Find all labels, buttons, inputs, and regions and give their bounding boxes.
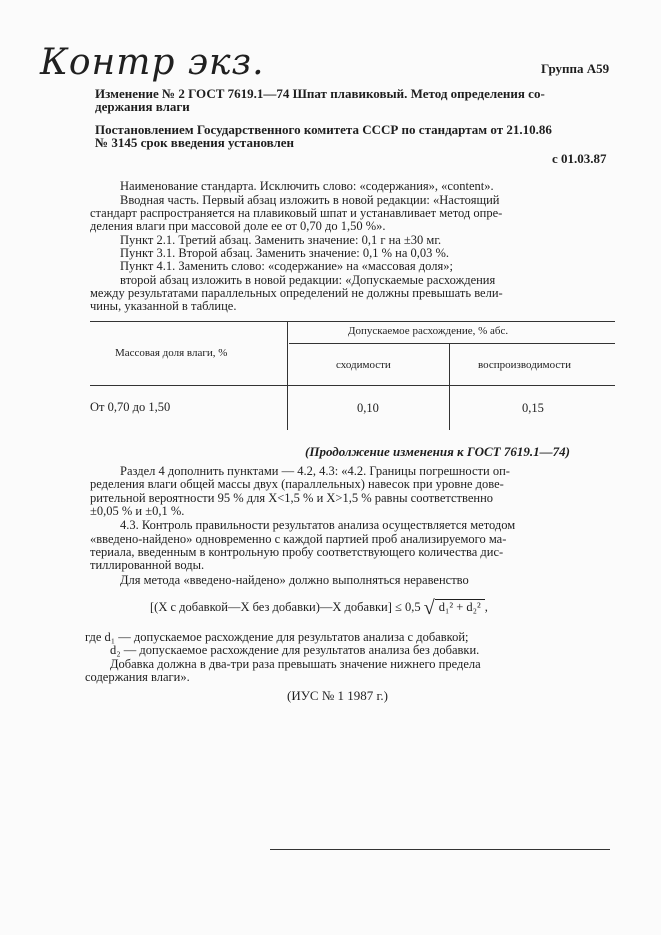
handwritten-note: Контр экз.: [40, 42, 265, 83]
section4-line2: ределения влаги общей массы двух (параллельных) навесок при уровне дове-: [90, 477, 504, 491]
decree-line1: Постановлением Государственного комитета СССР по стандартам от 21.10.86: [95, 122, 552, 137]
formula-radical-sign: √: [423, 597, 435, 619]
table-group-rule: [289, 343, 615, 344]
formula-radicand: d₁² + d₂²: [435, 599, 485, 614]
paragraph-4-1-text-3: чины, указанной в таблице.: [90, 299, 237, 313]
change-title-line2: держания влаги: [95, 99, 190, 114]
paragraph-intro-2: стандарт распространяется на плавиковый шпат и устанавливает метод опре-: [90, 206, 503, 220]
footer-rule: [270, 849, 610, 850]
group-label: Группа А59: [541, 61, 610, 76]
formula-left: [(X с добавкой—X без добавки)—X добавки] ≤ 0,5: [150, 600, 421, 614]
table-header-reproducibility: воспроизводимости: [478, 359, 571, 371]
paragraph-4-1-text-2: между результатами параллельных определений не должны превышать вели-: [90, 286, 503, 300]
table-header-mass-fraction: Массовая доля влаги, %: [115, 347, 228, 359]
table-divider-2: [449, 344, 450, 430]
section4-line5: 4.3. Контроль правильности результатов анализа осуществляется методом: [120, 518, 516, 532]
paragraph-title-change: Наименование стандарта. Исключить слово: «содержания», «content».: [120, 179, 494, 193]
paragraph-4-1-text-1: второй абзац изложить в новой редакции: «Допускаемые расхождения: [120, 273, 496, 287]
section4-line9: Для метода «введено-найдено» должно выполняться неравенство: [120, 573, 469, 587]
addition-note-1: Добавка должна в два-три раза превышать значение нижнего предела: [110, 657, 481, 671]
section4-line8: тиллированной воды.: [90, 558, 205, 572]
section4-line6: «введено-найдено» одновременно с каждой партией проб анализируемого ма-: [90, 532, 507, 546]
paragraph-intro-1: Вводная часть. Первый абзац изложить в новой редакции: «Настоящий: [120, 193, 500, 207]
decree-line2: № 3145 срок введения установлен: [95, 135, 295, 150]
formula: [150, 597, 488, 619]
table-cell-range: От 0,70 до 1,50: [90, 400, 171, 414]
table-cell-convergence: 0,10: [357, 401, 379, 415]
paragraph-4-1: Пункт 4.1. Заменить слово: «содержание» на «массовая доля»;: [120, 259, 453, 273]
paragraph-2-1: Пункт 2.1. Третий абзац. Заменить значение: 0,1 г на ±30 мг.: [120, 233, 442, 247]
table-cell-reproducibility: 0,15: [522, 401, 544, 415]
table-header-rule: [90, 385, 615, 386]
section4-line7: териала, введенным в контрольную пробу соответствующего количества дис-: [90, 545, 504, 559]
addition-note-2: содержания влаги».: [85, 670, 190, 684]
effective-date: с 01.03.87: [552, 151, 607, 166]
continuation-header: (Продолжение изменения к ГОСТ 7619.1—74): [305, 444, 570, 459]
section4-line4: ±0,05 % и ±0,1 %.: [90, 504, 185, 518]
formula-tail: ,: [484, 600, 488, 614]
section4-line3: рительной вероятности 95 % для X<1,5 % и X>1,5 % равны соответственно: [90, 491, 494, 505]
change-title-line1: Изменение № 2 ГОСТ 7619.1—74 Шпат плавиковый. Метод определения со-: [95, 86, 545, 101]
table-top-rule: [90, 321, 615, 322]
source-reference: (ИУС № 1 1987 г.): [287, 688, 388, 703]
paragraph-3-1: Пункт 3.1. Второй абзац. Заменить значение: 0,1 % на 0,03 %.: [120, 246, 450, 260]
table-header-tolerance: Допускаемое расхождение, % абс.: [348, 325, 509, 337]
where-d2: d₂ — допускаемое расхождение для результатов анализа без добавки.: [110, 643, 480, 657]
section4-line1: Раздел 4 дополнить пунктами — 4.2, 4.3: «4.2. Границы погрешности оп-: [120, 464, 510, 478]
table-divider-1: [287, 322, 288, 430]
paragraph-intro-3: деления влаги при массовой доле ее от 0,70 до 1,50 %».: [90, 219, 386, 233]
table-header-convergence: сходимости: [336, 359, 391, 371]
where-d1: где d₁ — допускаемое расхождение для результатов анализа с добавкой;: [85, 630, 469, 644]
